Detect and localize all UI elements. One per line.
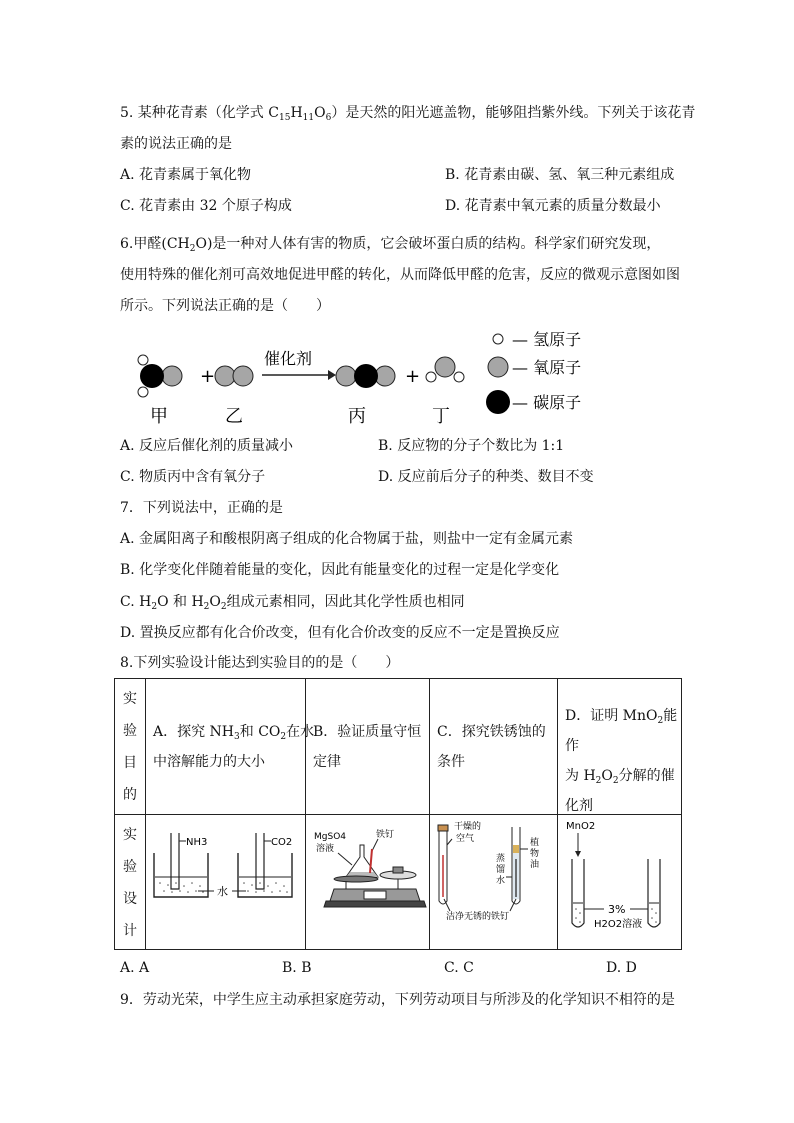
solution-label: 溶液 bbox=[316, 844, 335, 854]
q8-answer-b: B. B bbox=[282, 960, 312, 976]
q7-option-c: C. $H_2O$ 和 $H_2O_2$组成元素相同，因此其化学性质也相同 bbox=[120, 594, 465, 612]
purpose-d: D．证明 MnO$_2$能作 为 $H_2O_2$分解的催 化剂 bbox=[565, 708, 678, 814]
arrow-head bbox=[328, 370, 336, 380]
label-yi: 乙 bbox=[225, 406, 243, 427]
purpose-b: B．验证质量守恒 定律 bbox=[313, 724, 422, 770]
water-label: 水 bbox=[217, 885, 228, 898]
legend-hydrogen: — 氢原子 bbox=[512, 330, 582, 349]
q7-option-a: A. 金属阳离子和酸根阴离子组成的化合物属于盐，则盐中一定有金属元素 bbox=[120, 531, 574, 547]
q7-option-b: B. 化学变化伴随着能量的变化，因此有能量变化的过程一定是化学变化 bbox=[120, 562, 560, 578]
molecule-formaldehyde bbox=[138, 355, 182, 397]
legend-oxygen: — 氧原子 bbox=[512, 358, 582, 377]
plus-sign-2: + bbox=[405, 366, 421, 387]
purpose-label: 实 验 目 的 bbox=[123, 691, 137, 803]
oil-label-2: 物 bbox=[530, 849, 540, 859]
q6-option-d: D. 反应前后分子的种类、数目不变 bbox=[378, 469, 594, 485]
design-b-image bbox=[306, 815, 429, 949]
nail-label: 铁钉 bbox=[376, 830, 395, 840]
h2o2-label: H2O2溶液 bbox=[594, 919, 643, 930]
reaction-diagram bbox=[0, 320, 794, 430]
dry-air-label-2: 空气 bbox=[456, 834, 475, 844]
purpose-c: C．探究铁锈蚀的 条件 bbox=[437, 724, 546, 770]
mno2-label: MnO2 bbox=[566, 821, 596, 832]
design-d-image bbox=[558, 815, 682, 949]
q5-option-b: B. 花青素由碳、氢、氧三种元素组成 bbox=[445, 167, 675, 183]
experiment-table bbox=[114, 678, 682, 950]
q8-answer-c: C. C bbox=[444, 960, 474, 976]
q5-option-a: A. 花青素属于氧化物 bbox=[120, 167, 252, 183]
q7-option-d: D. 置换反应都有化合价改变，但有化合价改变的反应不一定是置换反应 bbox=[120, 625, 560, 641]
legend-hydrogen-icon bbox=[493, 334, 503, 344]
purpose-a: A．探究 $NH_3$和 $CO_2$在水 中溶解能力的大小 bbox=[153, 724, 315, 770]
mgso4-label: MgSO4 bbox=[314, 832, 347, 842]
q8-stem: 8.下列实验设计能达到实验目的的是（ ） bbox=[120, 655, 400, 671]
q9-stem: 9．劳动光荣，中学生应主动承担家庭劳动，下列劳动项目与所涉及的化学知识不相符的是 bbox=[120, 992, 675, 1008]
q6-stem-line2: 使用特殊的催化剂可高效地促进甲醛的转化，从而降低甲醛的危害，反应的微观示意图如图 bbox=[120, 267, 680, 283]
oil-label-1: 植 bbox=[530, 838, 540, 848]
dry-air-label-1: 干燥的 bbox=[454, 822, 482, 832]
legend bbox=[486, 330, 581, 414]
q7-stem: 7．下列说法中，正确的是 bbox=[120, 500, 283, 516]
label-jia: 甲 bbox=[150, 406, 168, 427]
clean-nail-label: 洁净无锈的铁钉 bbox=[446, 912, 510, 922]
oil-label-3: 油 bbox=[530, 860, 540, 870]
q6-stem-line3: 所示。下列说法正确的是（ ） bbox=[120, 298, 330, 314]
label-bing: 丙 bbox=[348, 406, 366, 427]
q6-option-b: B. 反应物的分子个数比为 1:1 bbox=[378, 438, 565, 454]
q5-stem-line2: 素的说法正确的是 bbox=[120, 136, 232, 152]
dw-label-2: 馏 bbox=[496, 865, 506, 875]
plus-sign-1: + bbox=[200, 366, 216, 387]
q5-option-c: C. 花青素由 32 个原子构成 bbox=[120, 198, 292, 214]
co2-label: CO2 bbox=[271, 837, 293, 848]
dw-label-3: 水 bbox=[496, 876, 506, 886]
q6-stem-line1: 6.甲醛$(CH_2O)$是一种对人体有害的物质，它会破坏蛋白质的结构。科学家们研究发现， bbox=[120, 236, 661, 254]
molecule-oxygen bbox=[215, 366, 253, 386]
q8-answer-a: A. A bbox=[120, 960, 150, 976]
dw-label-1: 蒸 bbox=[496, 854, 506, 864]
design-a-image bbox=[146, 815, 305, 949]
percent-label: 3% bbox=[608, 903, 626, 916]
q6-option-c: C. 物质丙中含有氧分子 bbox=[120, 469, 266, 485]
q8-answer-d: D. D bbox=[606, 960, 637, 976]
label-ding: 丁 bbox=[432, 406, 450, 427]
molecule-water bbox=[426, 357, 464, 382]
design-c-image bbox=[430, 815, 557, 949]
q5-stem-line1: 5. 某种花青素（化学式 $C_{15}H_{11}O_6$）是天然的阳光遮盖物，能够阻挡紫外线。下列关于该花青 bbox=[120, 105, 696, 123]
legend-carbon: — 碳原子 bbox=[512, 393, 582, 412]
design-label: 实 验 设 计 bbox=[123, 827, 137, 939]
molecule-carbon-dioxide bbox=[336, 364, 395, 388]
q5-option-d: D. 花青素中氧元素的质量分数最小 bbox=[445, 198, 661, 214]
legend-carbon-icon bbox=[486, 390, 510, 414]
legend-oxygen-icon bbox=[488, 357, 508, 377]
catalyst-label: 催化剂 bbox=[264, 349, 313, 368]
nh3-label: NH3 bbox=[186, 837, 208, 848]
q6-option-a: A. 反应后催化剂的质量减小 bbox=[120, 438, 294, 454]
